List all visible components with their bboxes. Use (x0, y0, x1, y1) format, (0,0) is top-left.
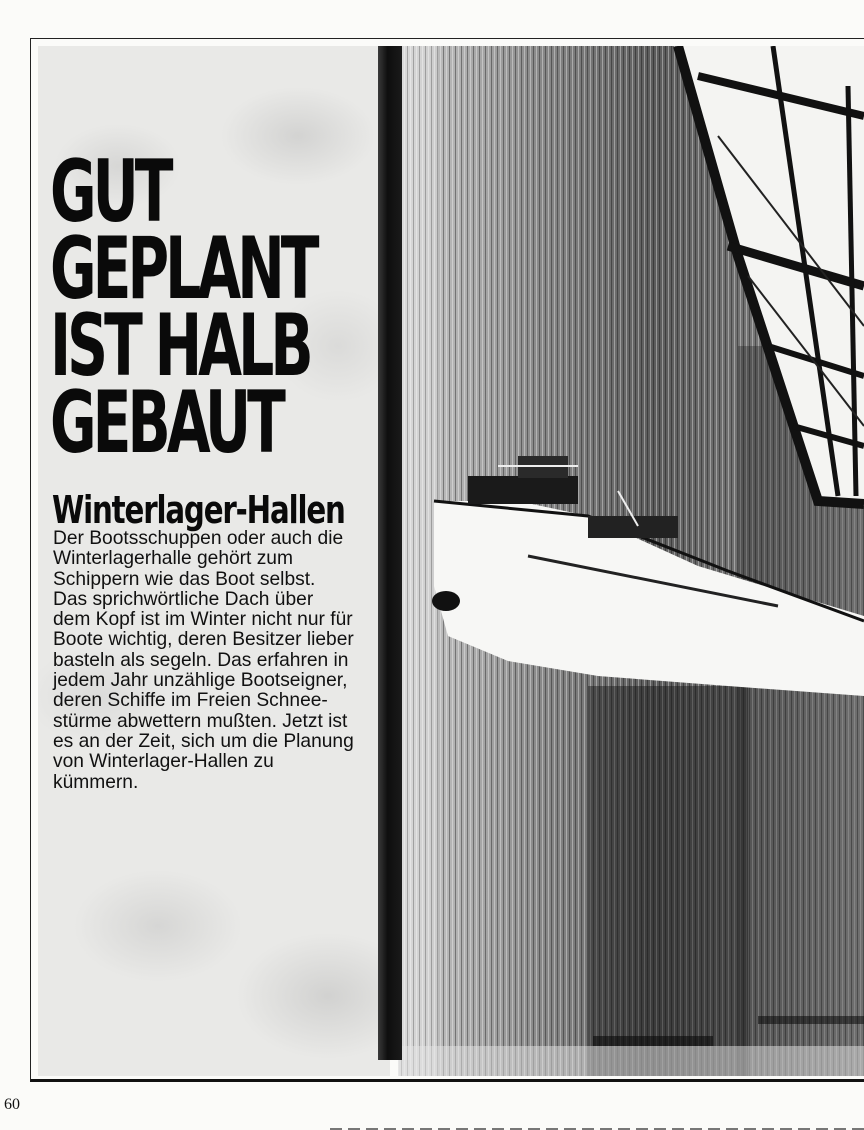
body-line: Der Bootsschuppen oder auch die (53, 528, 344, 549)
light-band-left (398, 46, 438, 1076)
body-line: Schippern wie das Boot selbst. (53, 568, 316, 590)
article-body (53, 529, 383, 793)
body-line: es an der Zeit, sich um die Planung (53, 730, 354, 752)
body-line: von Winterlager-Hallen zu (53, 751, 274, 773)
boat-hall-illustration (398, 46, 864, 1076)
body-line: stürme abwettern mußten. Jetzt ist (53, 710, 348, 732)
boat-cabin (468, 476, 578, 504)
body-line: Boote wichtig, deren Besitzer lieber (53, 629, 354, 651)
floor-mark-1 (593, 1036, 713, 1046)
subheading: Winterlager-Hallen (52, 488, 345, 532)
body-line: Das sprichwörtliche Dach über (53, 588, 314, 610)
floor-mark-2 (758, 1016, 864, 1024)
headline-line-1: GUT (50, 142, 170, 242)
headline-line-4: GEBAUT (50, 373, 282, 473)
headline (50, 142, 316, 473)
boat-fender (432, 591, 460, 611)
body-line: kümmern. (53, 771, 139, 793)
headline-line-3: IST HALB (50, 296, 310, 396)
floor-light (398, 1046, 864, 1076)
body-line: deren Schiffe im Freien Schnee- (53, 690, 328, 712)
boat-hall-photo (398, 46, 864, 1076)
page-number: 60 (4, 1096, 20, 1113)
shadow-band (588, 686, 748, 1076)
body-line: jedem Jahr unzählige Bootseigner, (53, 670, 348, 692)
body-line: Winterlagerhalle gehört zum (53, 548, 293, 570)
boat-cabin-rear (588, 516, 678, 538)
body-line: basteln als segeln. Das erfahren in (53, 649, 349, 671)
headline-line-2: GEPLANT (50, 219, 316, 319)
body-line: dem Kopf ist im Winter nicht nur für (53, 609, 353, 631)
